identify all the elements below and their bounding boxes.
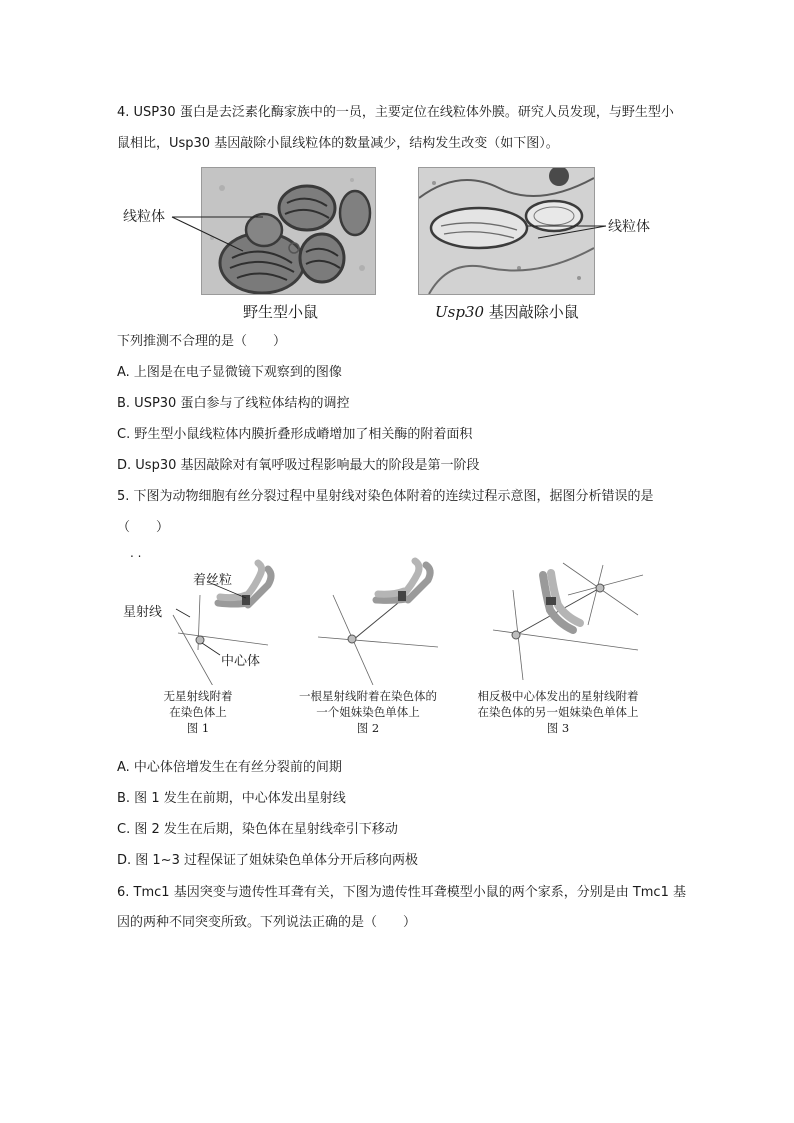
knockout-leader-lines <box>418 163 608 303</box>
knockout-caption <box>435 301 579 322</box>
label-kinetochore: 着丝粒 <box>193 573 233 588</box>
q4-option-c: C. 野生型小鼠线粒体内膜折叠形成嵴增加了相关酶的附着面积 <box>117 427 473 442</box>
knockout-mitochondria-label: 线粒体 <box>608 219 650 235</box>
q4-option-b: B. USP30 蛋白参与了线粒体结构的调控 <box>117 396 350 411</box>
q6-stem-line-1: 6. Tmc1 基因突变与遗传性耳聋有关，下图为遗传性耳聋模型小鼠的两个家系，分别是由 Tmc1 基 <box>117 885 686 900</box>
q4-option-a: A. 上图是在电子显微镜下观察到的图像 <box>117 365 342 380</box>
panel-3-caption <box>458 688 658 736</box>
knockout-caption-rest: 基因敲除小鼠 <box>484 303 579 321</box>
panel-1-caption-line1: 无星射线附着 <box>163 689 233 703</box>
q4-stem-line-2: 鼠相比，Usp30 基因敲除小鼠线粒体的数量减少，结构发生改变（如下图）。 <box>117 136 559 151</box>
panel-2-caption-line1: 一根星射线附着在染色体的 <box>299 689 437 703</box>
panel-3-caption-line2: 在染色体的另一姐妹染色单体上 <box>477 705 639 719</box>
panel-3-caption-line1: 相反极中心体发出的星射线附着 <box>477 689 639 703</box>
wildtype-mitochondria-label: 线粒体 <box>123 209 165 225</box>
q5-option-b: B. 图 1 发生在前期，中心体发出星射线 <box>117 791 346 806</box>
emphasis-dots: . . <box>130 546 142 560</box>
panel-2-caption <box>278 688 458 736</box>
q5-figure <box>118 555 678 745</box>
panel-3-drawing <box>493 563 643 680</box>
panel-1-caption-line2: 在染色体上 <box>169 705 227 719</box>
wildtype-leader-lines <box>118 163 418 303</box>
wildtype-caption: 野生型小鼠 <box>243 303 319 321</box>
q4-question: 下列推测不合理的是（ ） <box>117 334 287 349</box>
q5-stem-line-2: （ ） <box>117 520 170 535</box>
q4-figure <box>118 163 650 323</box>
q5-option-d: D. 图 1~3 过程保证了姐妹染色单体分开后移向两极 <box>117 853 418 868</box>
label-aster: 星射线 <box>123 605 163 620</box>
q5-stem-line-1: 5. 下图为动物细胞有丝分裂过程中星射线对染色体附着的连续过程示意图，据图分析错误的是 <box>117 489 654 504</box>
panel-3-title: 图 3 <box>546 721 570 735</box>
panel-2-title: 图 2 <box>356 721 380 735</box>
label-centrosome: 中心体 <box>221 654 261 669</box>
q4-option-d: D. Usp30 基因敲除对有氧呼吸过程影响最大的阶段是第一阶段 <box>117 458 480 473</box>
panel-2-caption-line2: 一个姐妹染色单体上 <box>316 705 420 719</box>
q5-option-c: C. 图 2 发生在后期，染色体在星射线牵引下移动 <box>117 822 398 837</box>
q5-option-a: A. 中心体倍增发生在有丝分裂前的间期 <box>117 760 342 775</box>
q4-stem-line-1: 4. USP30 蛋白是去泛素化酶家族中的一员，主要定位在线粒体外膜。研究人员发现，与野生型小 <box>117 105 674 120</box>
panel-1-caption <box>138 688 258 736</box>
q6-stem-line-2: 因的两种不同突变所致。下列说法正确的是（ ） <box>117 915 417 930</box>
panel-2-drawing <box>318 561 438 685</box>
knockout-caption-gene: Usp30 <box>435 303 485 321</box>
panel-1-title: 图 1 <box>186 721 210 735</box>
